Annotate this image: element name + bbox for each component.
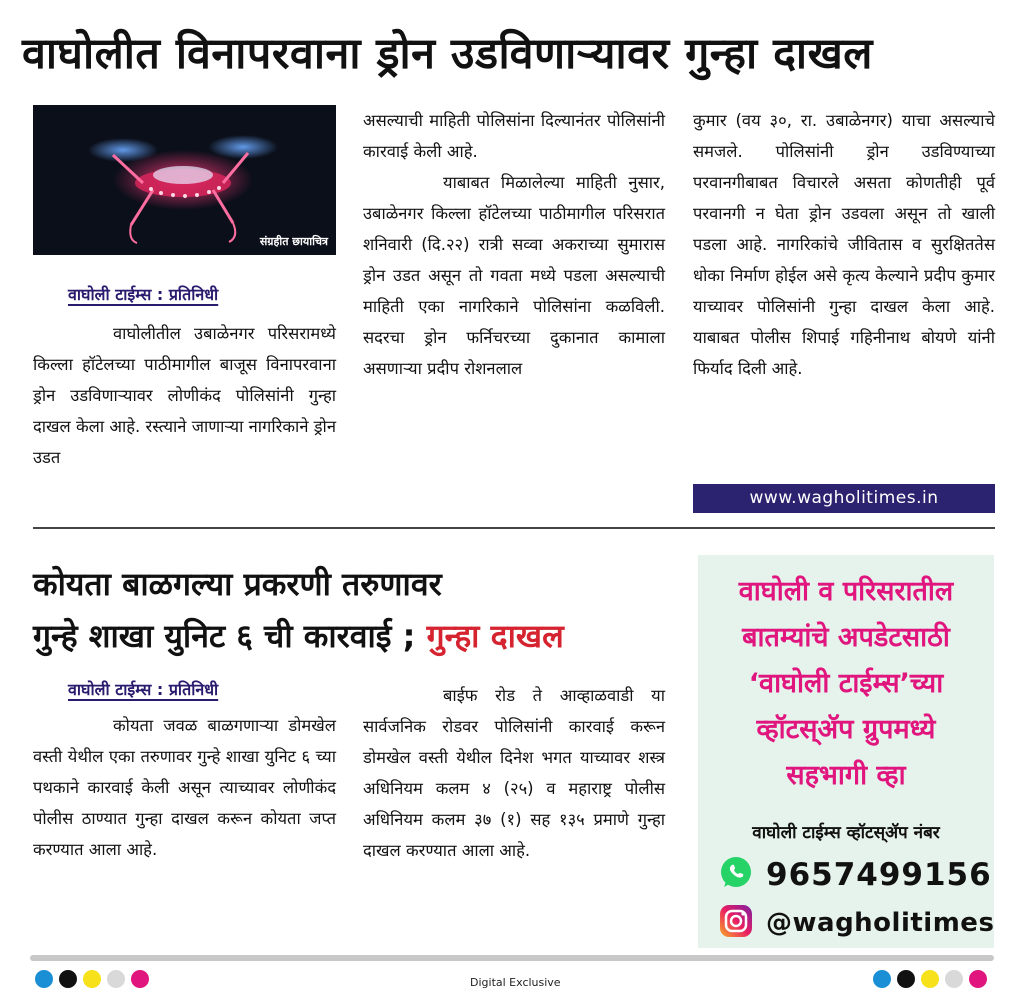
story1-column-1: [33, 318, 336, 473]
promo-line-3: ‘वाघोली टाईम्स’च्या: [748, 668, 944, 699]
cyan-dot: [35, 970, 53, 988]
whatsapp-promo-box: [698, 555, 994, 948]
grey-dot: [945, 970, 963, 988]
magenta-dot: [131, 970, 149, 988]
story2-byline: वाघोली टाईम्स : प्रतिनिधी: [68, 680, 219, 699]
story2-column-2: [363, 680, 665, 866]
story1-byline: वाघोली टाईम्स : प्रतिनिधी: [68, 285, 219, 304]
story1-column-2: [363, 105, 665, 384]
instagram-handle: @wagholitimes: [766, 908, 995, 938]
story2-headline-main: गुन्हे शाखा युनिट ६ ची कारवाई ;: [33, 617, 416, 655]
story2-headline-red: गुन्हा दाखल: [426, 617, 564, 655]
instagram-contact[interactable]: [718, 903, 994, 943]
magenta-dot: [969, 970, 987, 988]
phone-number: 9657499156: [766, 857, 992, 893]
promo-line-1: वाघोली व परिसरातील: [738, 576, 954, 607]
promo-line-4: व्हॉटस्ॲप ग्रुपमध्ये: [756, 714, 936, 745]
whatsapp-icon: [718, 855, 754, 895]
promo-line-2: बातम्यांचे अपडेटसाठी: [742, 622, 950, 653]
story1-headline: वाघोलीत विनापरवाना ड्रोन उडविणाऱ्यावर गुन्हा दाखल: [22, 29, 873, 79]
story2-col2-text: बाईफ रोड ते आव्हाळवाडी या सार्वजनिक रोडवर पोलिसांनी कारवाई करून डोमखेल वस्ती येथील दिनेश भगत याच्यावर शस्त्र अधिनियम कलम ४ (२५) व महाराष्ट्र पोलीस अधिनियम कलम ३७ (१) सह १३५ प्रमाणे गुन्हा दाखल करण्यात आला आहे.: [363, 686, 665, 860]
website-link[interactable]: www.wagholitimes.in: [693, 484, 995, 513]
promo-line-5: सहभागी व्हा: [786, 760, 906, 791]
grey-dot: [107, 970, 125, 988]
drone-photo: [33, 105, 336, 255]
cyan-dot: [873, 970, 891, 988]
yellow-dot: [83, 970, 101, 988]
photo-caption: संग्रहीत छायाचित्र: [259, 235, 328, 248]
story2-col1-text: कोयता जवळ बाळगणाऱ्या डोमखेल वस्ती येथील एका तरुणावर गुन्हे शाखा युनिट ६ च्या पथकाने कारवाई केली असून त्याच्यावर लोणीकंद पोलीस ठाण्यात गुन्हा दाखल करून कोयता जप्त करण्यात आला आहे.: [33, 716, 336, 859]
story1-col2-para2: याबाबत मिळालेल्या माहिती नुसार, उबाळेनगर किल्ला हॉटेलच्या पाठीमागील परिसरात शनिवारी (दि.२२) रात्री सव्वा अकराच्या सुमारास ड्रोन उडत असून तो गवता मध्ये पडला असल्याची माहिती एका नागरिकाने पोलिसांना कळविली. सदरचा ड्रोन फर्निचरच्या दुकानात कामाला असणाऱ्या प्रदीप रोशनलाल: [363, 173, 665, 378]
story1-col2-para1: असल्याची माहिती पोलिसांना दिल्यानंतर पोलिसांनी कारवाई केली आहे.: [363, 111, 665, 161]
story1-col1-text: वाघोलीतील उबाळेनगर परिसरामध्ये किल्ला हॉटेलच्या पाठीमागील बाजूस विनापरवाना ड्रोन उडविणाऱ्यावर लोणीकंद पोलिसांनी गुन्हा दाखल केला आहे. रस्त्याने जाणाऱ्या नागरिकाने ड्रोन उडत: [33, 324, 336, 467]
whatsapp-number-label: वाघोली टाईम्स व्हॉटस्ॲप नंबर: [752, 823, 940, 843]
story2-headline-line2: [33, 614, 564, 657]
story2-headline-line1: कोयता बाळगल्या प्रकरणी तरुणावर: [33, 565, 442, 603]
yellow-dot: [921, 970, 939, 988]
story1-column-3: कुमार (वय ३०, रा. उबाळेनगर) याचा असल्याचे समजले. पोलिसांनी ड्रोन उडविण्याच्या परवानगीबाबत विचारले असता कोणतीही पूर्व परवानगी न घेता ड्रोन उडवला असून तो खाली पडला आहे. नागरिकांचे जीवितास व सुरक्षिततेस धोका निर्माण होईल असे कृत्य केल्याने प्रदीप कुमार याच्यावर पोलिसांनी गुन्हा दाखल केला आहे. याबाबत पोलीस शिपाई गहिनीनाथ बोयणे यांनी फिर्याद दिली आहे.: [693, 111, 995, 378]
section-divider: [33, 527, 995, 529]
instagram-icon: [718, 903, 754, 943]
registration-marks-left: [35, 970, 149, 988]
bottom-bar: [30, 955, 994, 961]
promo-message: [698, 569, 994, 799]
whatsapp-contact[interactable]: [718, 855, 992, 895]
drone-image: [33, 105, 336, 255]
black-dot: [897, 970, 915, 988]
registration-marks-right: [873, 970, 987, 988]
footer-text: Digital Exclusive: [470, 976, 561, 989]
story2-column-1: [33, 710, 336, 865]
black-dot: [59, 970, 77, 988]
